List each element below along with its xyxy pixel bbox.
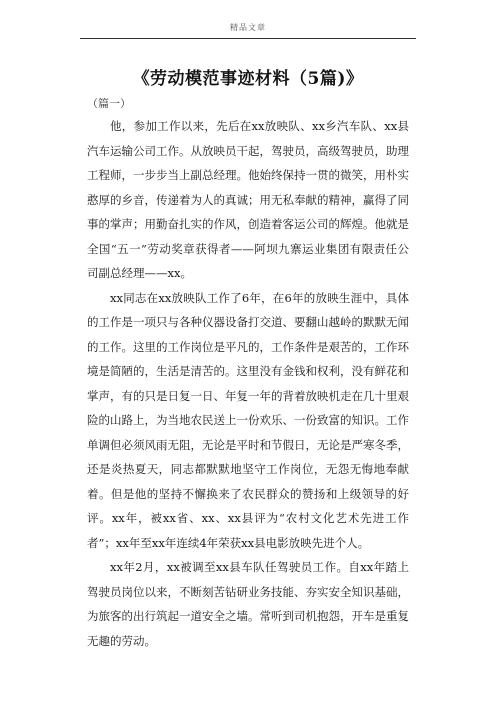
header-divider xyxy=(80,38,416,39)
paragraph-2: xx同志在xx放映队工作了6年，在6年的放映生涯中，具体的工作是一项只与各种仪器设备打交道、要翻山越岭的默默无闻的工作。这里的工作岗位是平凡的，工作条件是艰苦的，工作环境是简陋的，生活是清苦的。这里没有金钱和权利，没有鲜花和掌声，有的只是日复一日、年复一年的背着放映机走在几十里艰险的山路上，为当地农民送上一份欢乐、一份致富的知识。工作单调但必须风雨无阻，无论是平时和节假日，无论是严寒冬季，还是炎热夏天，同志都默默地坚守工作岗位，无怨无悔地奉献着。但是他的坚持不懈换来了农民群众的赞扬和上级领导的好评。xx年，被xx省、xx、xx县评为“农村文化艺术先进工作者”；xx年至xx年连续4年荣获xx县电影放映先进个人。 xyxy=(87,290,409,550)
document-body xyxy=(87,114,409,653)
page-header-label: 精品文章 xyxy=(230,23,266,32)
paragraph-3: xx年2月，xx被调至xx县车队任驾驶员工作。自xx年踏上驾驶员岗位以来，不断刻苦钻研业务技能、夯实安全知识基础，为旅客的出行筑起一道安全之墙。常听到司机抱怨，开车是重复无趣的劳动。 xyxy=(87,560,409,648)
document-title: 《劳动模范事迹材料（5篇)》 xyxy=(132,69,364,89)
paragraph-1: 他，参加工作以来，先后在xx放映队、xx乡汽车队、xx县汽车运输公司工作。从放映员干起，驾驶员，高级驾驶员，助理工程师，一步步当上副总经理。他始终保持一贯的微笑，用朴实憨厚的乡音，传递着为人的真诚；用无私奉献的精神，赢得了同事的掌声；用勤奋扎实的作风，创造着客运公司的辉煌。他就是全国“五一”劳动奖章获得者——阿坝九寨运业集团有限责任公司副总经理——xx。 xyxy=(87,119,409,280)
section-label: （篇一） xyxy=(87,97,131,110)
